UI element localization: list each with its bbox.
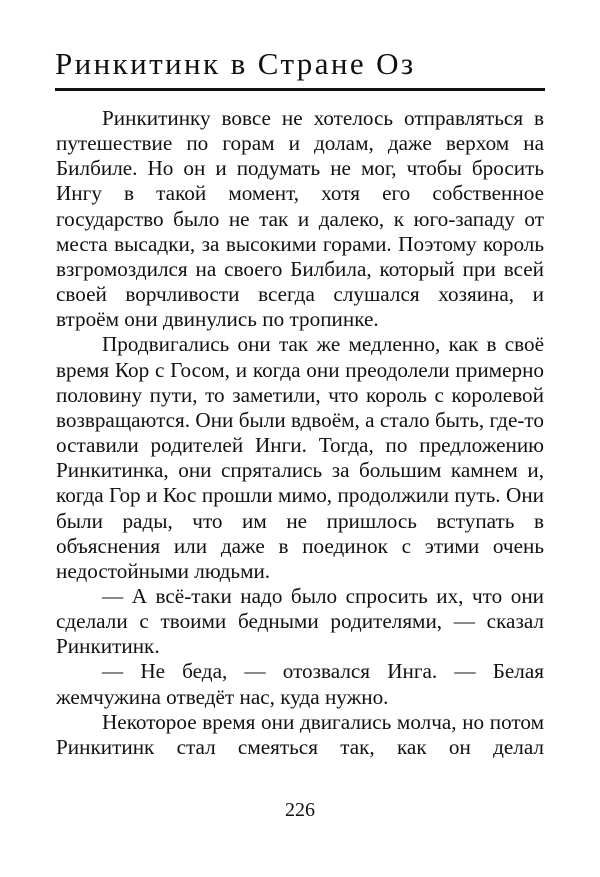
paragraph: Продвигались они так же медленно, как в своё время Кор с Госом, и когда они преодолели примерно половину пути, то заметили, что король с королевой возвращаются. Они были вдвоём, а стало быть, где-то оставили родителей Инги. Тогда, по предложению Ринкитинка, они спрятались за большим камнем и, когда Гор и Кос прошли мимо, продолжили путь. Они были рады, что им не пришлось вступать в объяснения или даже в поединок с этими очень недостойными людьми. xyxy=(56,332,544,583)
paragraph: Некоторое время они двигались молча, но потом Ринкитинк стал смеяться так, как он делал xyxy=(56,709,544,759)
paragraph: Ринкитинку вовсе не хотелось отправляться в путешествие по горам и долам, даже верхом на Билбиле. Но он и подумать не мог, чтобы бросить Ингу в такой момент, хотя его собственное государство было не так и далеко, к юго-западу от места высадки, за высокими горами. Поэтому король взгромоздился на своего Билбила, который при всей своей ворчливости всегда слушался хозяина, и втроём они двинулись по тропинке. xyxy=(56,106,544,332)
page-body xyxy=(56,106,544,760)
page-header xyxy=(55,44,545,84)
paragraph: — Не беда, — отозвался Инга. — Белая жемчужина отведёт нас, куда нужно. xyxy=(56,659,544,709)
page-number: 226 xyxy=(285,799,315,821)
paragraph: — А всё-таки надо было спросить их, что они сделали с твоими бедными родителями, — сказал Ринкитинк. xyxy=(56,583,544,659)
running-title: Ринкитинк в Стране Оз xyxy=(55,46,416,81)
header-rule xyxy=(55,88,545,91)
